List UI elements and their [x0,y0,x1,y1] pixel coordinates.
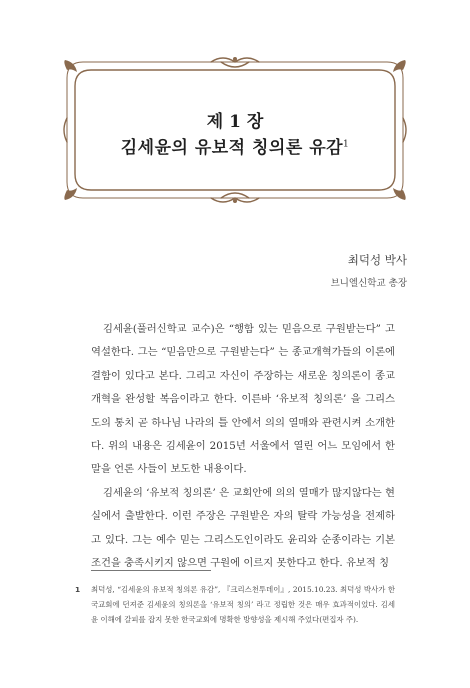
footnote-number: 1 [75,585,81,594]
chapter-title-text: 김세윤의 유보적 칭의론 유감 [120,138,344,158]
footnote-reference[interactable]: 1 [343,139,350,150]
chapter-title [61,133,409,158]
chapter-number: 제 1 장 [206,112,264,132]
footnote [75,582,395,627]
author-affiliation: 브니엘신학교 총장 [330,278,407,289]
paragraph: 김세윤의 ‘유보적 칭의론’ 은 교회안에 의의 열매가 많지않다는 현실에서 출발한다. 이런 주장은 구원받은 자의 탈락 가능성을 전제하고 있다. 그는 예수 믿는 그리스도인이라도 윤리와 순종이라는 기본 조건을 충족시키지 않으면 구원에 이르지 못한다고 한다. 유보적 칭 [91,486,395,570]
body-text [91,318,395,575]
author-name: 최덕성 박사 [347,253,407,267]
footnote-text: 최덕성, “김세윤의 유보적 칭의론 유감”, 『크리스천투데이』, 2015.10.23. 최덕성 박사가 한국교회에 던져준 김세윤의 칭의론을 ‘유보적 칭의’ 라고 정립한 것은 매우 효과적이었다. 김세윤 이해에 갈피를 잡지 못한 한국교회에 명확한 방향성을 제시해 주었다(편집자 주). [91,585,395,624]
footnote-divider [91,570,211,571]
paragraph: 김세윤(풀러신학교 교수)은 “행함 있는 믿음으로 구원받는다” 고 역설한다. 그는 “믿음만으로 구원받는다” 는 종교개혁가들의 이론에 결함이 있다고 본다. 그리고 자신이 주장하는 새로운 칭의론이 종교개혁을 완성할 복음이라고 한다. 이른바 ‘유보적 칭의론’ 을 그리스도의 통치 곧 하나님 나라의 틀 안에서 의의 열매와 관련시켜 소개한다. 위의 내용은 김세윤이 2015년 서울에서 열린 어느 모임에서 한 말을 언론 사들이 보도한 내용이다. [91,323,395,476]
